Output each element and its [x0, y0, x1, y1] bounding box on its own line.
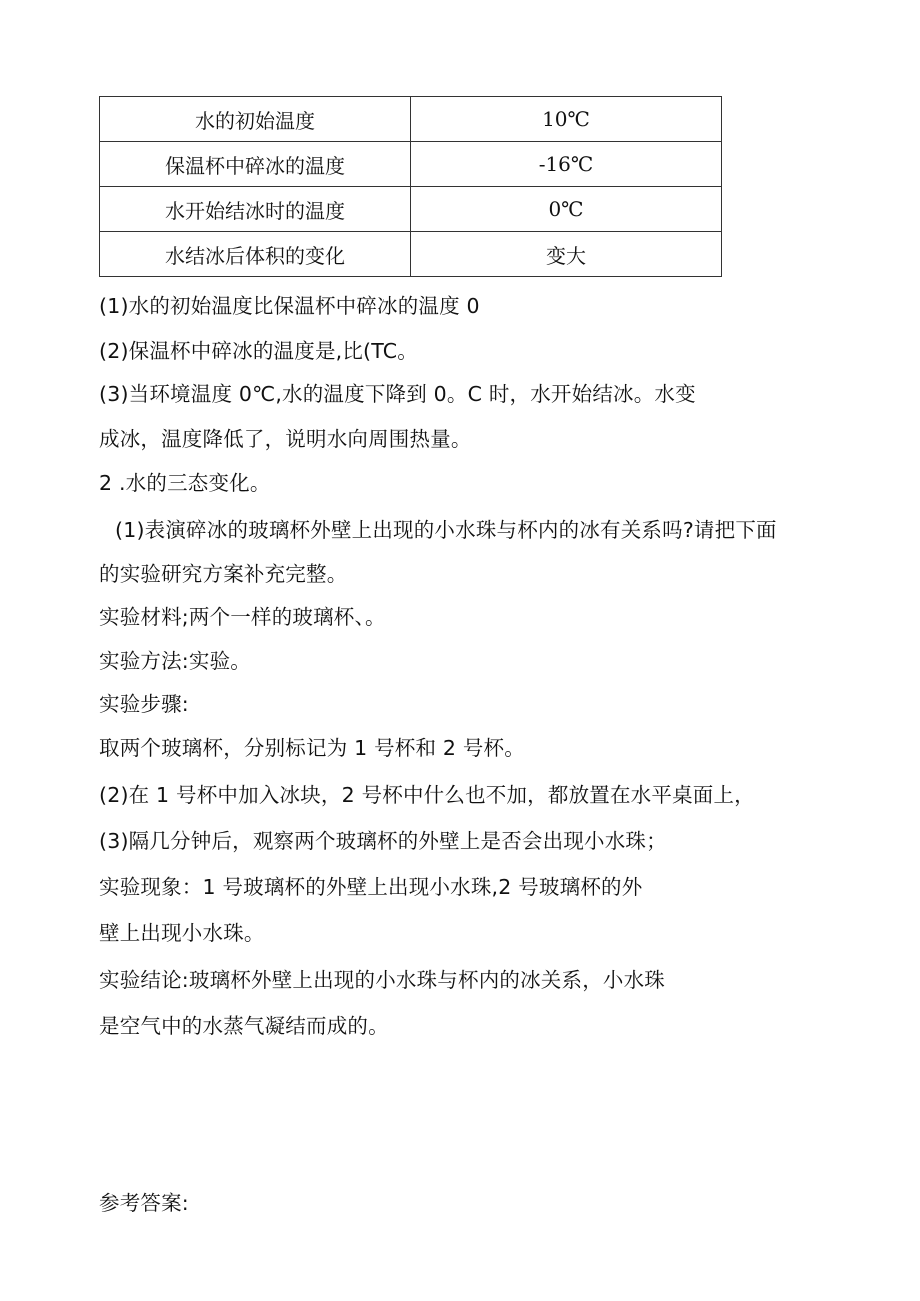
- table-cell-label: 水结冰后体积的变化: [100, 232, 411, 277]
- section-heading: 2 .水的三态变化。: [99, 471, 271, 495]
- text-line: (1)表演碎冰的玻璃杯外壁上出现的小水珠与杯内的冰有关系吗?请把下面: [115, 518, 777, 542]
- table-cell-value: 变大: [411, 232, 722, 277]
- temperature-table: [99, 96, 722, 277]
- text-line: 成冰，温度降低了，说明水向周围热量。: [99, 427, 472, 451]
- text-line: 实验材料;两个一样的玻璃杯、。: [99, 605, 386, 629]
- text-line: 壁上出现小水珠。: [99, 921, 265, 945]
- text-line: (1)水的初始温度比保温杯中碎冰的温度 0: [99, 294, 480, 318]
- text-line: 的实验研究方案补充完整。: [99, 562, 348, 586]
- table-row: [100, 232, 722, 277]
- table-cell-value: -16℃: [411, 142, 722, 187]
- table-row: [100, 142, 722, 187]
- table-cell-label: 水的初始温度: [100, 97, 411, 142]
- text-line: (2)在 1 号杯中加入冰块，2 号杯中什么也不加，都放置在水平桌面上，: [99, 783, 755, 807]
- text-line: 实验方法:实验。: [99, 649, 252, 673]
- text-line: (3)当环境温度 0℃,水的温度下降到 0。C 时，水开始结冰。水变: [99, 382, 696, 406]
- table-row: [100, 187, 722, 232]
- text-line: 是空气中的水蒸气凝结而成的。: [99, 1014, 389, 1038]
- table-cell-value: 0℃: [411, 187, 722, 232]
- answer-heading: 参考答案:: [99, 1191, 189, 1215]
- text-line: (2)保温杯中碎冰的温度是,比(TC。: [99, 339, 418, 363]
- text-line: 实验现象：1 号玻璃杯的外壁上出现小水珠,2 号玻璃杯的外: [99, 875, 643, 899]
- table-cell-label: 保温杯中碎冰的温度: [100, 142, 411, 187]
- table-cell-label: 水开始结冰时的温度: [100, 187, 411, 232]
- table-row: [100, 97, 722, 142]
- text-line: (3)隔几分钟后，观察两个玻璃杯的外壁上是否会出现小水珠；: [99, 829, 667, 853]
- text-line: 实验结论:玻璃杯外壁上出现的小水珠与杯内的冰关系，小水珠: [99, 968, 666, 992]
- text-line: 取两个玻璃杯，分别标记为 1 号杯和 2 号杯。: [99, 736, 525, 760]
- text-line: 实验步骤:: [99, 692, 189, 716]
- table-cell-value: 10℃: [411, 97, 722, 142]
